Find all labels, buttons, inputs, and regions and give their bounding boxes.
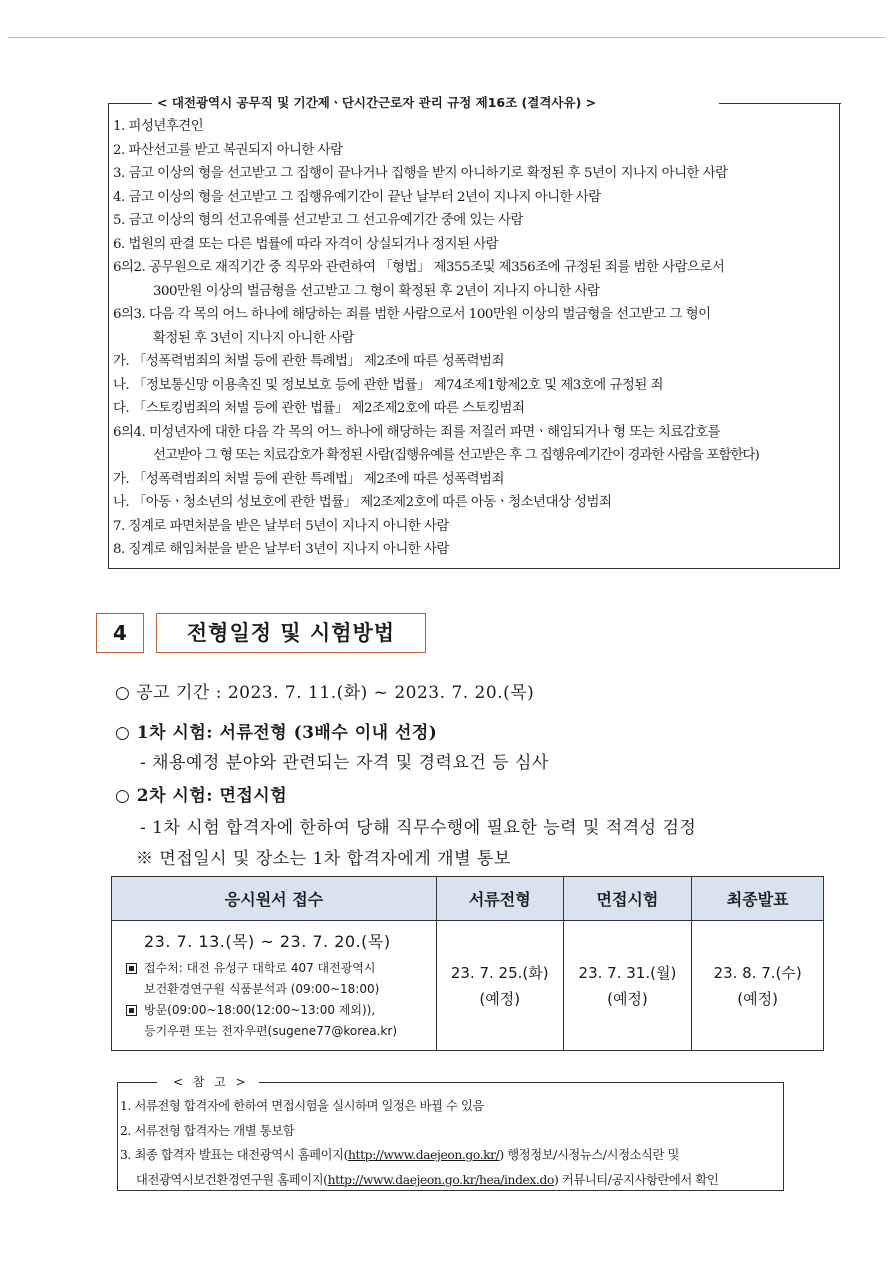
doc-screening-date: 23. 7. 25.(화): [450, 963, 549, 982]
regulation-item: 1. 피성년후견인: [113, 119, 204, 134]
final-announce-date: 23. 8. 7.(수): [713, 963, 802, 982]
regulation-item: 확정된 후 3년이 지나지 아니한 사람: [153, 330, 354, 346]
interview-date: 23. 7. 31.(월): [578, 963, 677, 982]
regulation-item: 300만원 이상의 벌금형을 선고받고 그 형이 확정된 후 2년이 지나지 아니한 사람: [153, 283, 600, 299]
regulation-item: 5. 금고 이상의 형의 선고유예를 선고받고 그 선고유예기간 중에 있는 사람: [113, 213, 523, 228]
reference-item: 1. 서류전형 합격자에 한하여 면접시험을 실시하며 일정은 바뀔 수 있음: [120, 1099, 484, 1113]
col-header: 면접시험: [563, 877, 692, 921]
regulation-list: [113, 115, 837, 562]
table-row: [112, 921, 824, 1051]
regulation-item: 나. 「정보통신망 이용촉진 및 정보보호 등에 관한 법률」 제74조제1항제2호 및 제3호에 규정된 죄: [113, 377, 663, 393]
interview-cell: [563, 921, 692, 1051]
col-header: 서류전형: [436, 877, 563, 921]
regulation-item: 6의4. 미성년자에 대한 다음 각 목의 어느 하나에 해당하는 죄를 저질러 파면ㆍ해임되거나 형 또는 치료감호를: [113, 424, 721, 440]
regulation-item: 4. 금고 이상의 형을 선고받고 그 집행유예기간이 끝난 날부터 2년이 지나지 아니한 사람: [113, 189, 601, 205]
interview-note: ※ 면접일시 및 장소는 1차 합격자에게 개별 통보: [136, 849, 511, 869]
tentative-label: (예정): [607, 989, 648, 1008]
reference-item: 3. 최종 합격자 발표는 대전광역시 홈페이지(http://www.daejeon.go.kr/) 행정정보/시정뉴스/시정소식란 및: [120, 1148, 679, 1162]
schedule-table: [111, 876, 824, 1051]
daejeon-homepage-link[interactable]: http://www.daejeon.go.kr/: [348, 1148, 500, 1162]
tentative-label: (예정): [479, 989, 521, 1008]
apply-detail: 방문(09:00~18:00(12:00~13:00 제외)),: [126, 1000, 426, 1021]
regulation-item: 선고받아 그 형 또는 치료감호가 확정된 사람(집행유예를 선고받은 후 그 집행유예기간이 경과한 사람을 포함한다): [153, 448, 759, 463]
reference-box: [117, 1075, 784, 1191]
test2-description: - 1차 시험 합격자에 한하여 당해 직무수행에 필요한 능력 및 적격성 검정: [140, 818, 697, 838]
table-header-row: [112, 877, 824, 921]
announce-period: ○ 공고 기간 : 2023. 7. 11.(화) ~ 2023. 7. 20.(목): [115, 683, 535, 703]
regulation-item: 나. 「아동ㆍ청소년의 성보호에 관한 법률」 제2조제2호에 따른 아동ㆍ청소년대상 성범죄: [113, 495, 612, 510]
page-top-rule: [8, 37, 885, 38]
regulation-box: [108, 95, 840, 569]
section-number: 4: [96, 613, 144, 653]
institute-homepage-link[interactable]: http://www.daejeon.go.kr/hea/index.do: [327, 1172, 554, 1187]
regulation-item: 7. 징계로 파면처분을 받은 날부터 5년이 지나지 아니한 사람: [113, 518, 449, 534]
col-header: 최종발표: [692, 877, 824, 921]
regulation-item: 3. 금고 이상의 형을 선고받고 그 집행이 끝나거나 집행을 받지 아니하기로 확정된 후 5년이 지나지 아니한 사람: [113, 166, 728, 181]
reference-item: 2. 서류전형 합격자는 개별 통보함: [120, 1123, 295, 1138]
regulation-title: < 대전광역시 공무직 및 기간제ㆍ단시간근로자 관리 규정 제16조 (결격사유) >: [157, 95, 597, 110]
apply-cell: [112, 921, 437, 1051]
regulation-item: 6. 법원의 판결 또는 다른 법률에 따라 자격이 상실되거나 정지된 사람: [113, 236, 499, 252]
checkbox-bullet-icon: [126, 963, 137, 974]
regulation-item: 가. 「성폭력범죄의 처벌 등에 관한 특례법」 제2조에 따른 성폭력범죄: [113, 354, 504, 369]
regulation-item: 2. 파산선고를 받고 복권되지 아니한 사람: [113, 142, 343, 158]
regulation-item: 6의3. 다음 각 목의 어느 하나에 해당하는 죄를 범한 사람으로서 100만원 이상의 벌금형을 선고받고 그 형이: [113, 307, 711, 322]
reference-list: [120, 1094, 781, 1192]
apply-detail: 접수처: 대전 유성구 대학로 407 대전광역시: [126, 958, 426, 979]
final-announce-cell: [692, 921, 824, 1051]
test1-description: - 채용예정 분야와 관련되는 자격 및 경력요건 등 심사: [140, 753, 549, 773]
test2-heading: ○ 2차 시험: 면접시험: [115, 786, 288, 806]
regulation-item: 8. 징계로 해임처분을 받은 날부터 3년이 지나지 아니한 사람: [113, 542, 449, 557]
apply-detail: 보건환경연구원 식품분석과 (09:00~18:00): [144, 982, 380, 996]
regulation-item: 6의2. 공무원으로 재직기간 중 직무와 관련하여 「형법」 제355조및 제356조에 규정된 죄를 범한 사람으로서: [113, 260, 725, 275]
regulation-item: 가. 「성폭력범죄의 처벌 등에 관한 특례법」 제2조에 따른 성폭력범죄: [113, 471, 504, 487]
checkbox-bullet-icon: [126, 1005, 137, 1016]
tentative-label: (예정): [737, 989, 778, 1008]
section-title: 전형일정 및 시험방법: [156, 613, 426, 653]
regulation-item: 다. 「스토킹범죄의 처벌 등에 관한 법률」 제2조제2호에 따른 스토킹범죄: [113, 401, 525, 416]
doc-screening-cell: [436, 921, 563, 1051]
apply-detail: 등기우편 또는 전자우편(sugene77@korea.kr): [144, 1024, 397, 1038]
col-header: 응시원서 접수: [112, 877, 437, 921]
reference-title: < 참 고 >: [170, 1073, 252, 1090]
test1-heading: ○ 1차 시험: 서류전형 (3배수 이내 선정): [115, 723, 438, 743]
reference-item: 대전광역시보건환경연구원 홈페이지(http://www.daejeon.go.kr/hea/index.do) 커뮤니티/공지사항란에서 확인: [136, 1172, 719, 1187]
apply-date: 23. 7. 13.(목) ~ 23. 7. 20.(목): [144, 932, 391, 951]
